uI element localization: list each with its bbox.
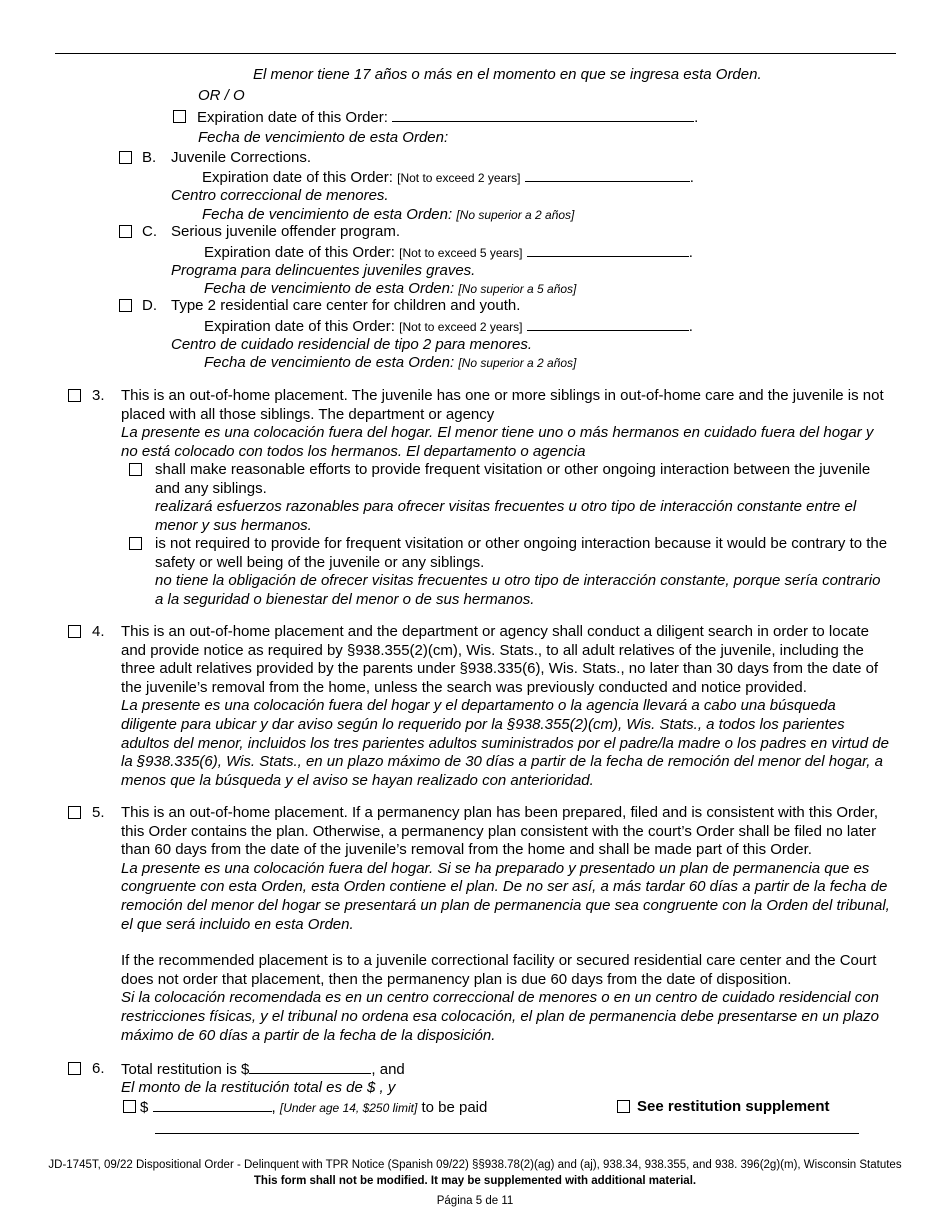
item-4-es: La presente es una colocación fuera del hogar y el departamento o la agencia llevará a cabo una búsqueda diligente para ubicar y dar aviso según lo requerido por la §938.355(2)(cm), Wis. Stats., a todos los parientes adultos del menor, incluidos los tres parientes adultos suministrados por el padre/la madre o los padres en virtud de la §938.335(6), Wis. Stats., en un plazo máximo de 30 días a partir de la fecha de remoción del menor del hogar, a menos que la búsqueda y el aviso se hayan realizado con anterioridad. <box>121 697 889 789</box>
item-6-checkbox[interactable] <box>68 1062 81 1075</box>
item-3-option-2-es: no tiene la obligación de ofrecer visitas frecuentes u otro tipo de interacción constante, porque sería contrario a la seguridad o bienestar del menor o de sus hermanos. <box>155 572 881 608</box>
restitution-supplement-label: See restitution supplement <box>637 1098 830 1115</box>
option-c-checkbox[interactable] <box>119 225 132 238</box>
option-c-exp-note: [Not to exceed 5 years] <box>399 246 523 260</box>
age-text-es: El menor tiene 17 años o más en el momento en que se ingresa esta Orden. <box>253 66 762 83</box>
item-3-option-2-en: is not required to provide for frequent visitation or other ongoing interaction because it would be contrary to the safety or well being of the juvenile or any siblings. <box>155 535 888 571</box>
form-footer-line: JD-1745T, 09/22 Dispositional Order - Delinquent with TPR Notice (Spanish 09/22) §§938.78(2)(ag) and (aj), 938.34, 938.355, and 938. 396(2g)(m), Wisconsin Statutes <box>48 1159 902 1171</box>
restitution-amount-checkbox[interactable] <box>123 1100 136 1113</box>
item-3-option-1 <box>155 461 891 535</box>
option-d-expiration: Expiration date of this Order: [Not to exceed 2 years] . <box>204 318 693 335</box>
item-5-en-2: If the recommended placement is to a juvenile correctional facility or secured residential care center and the Court does not order that placement, then the permanency plan is due 60 days from the date of disposition. <box>121 952 877 988</box>
restitution-age-note: [Under age 14, $250 limit] <box>279 1101 418 1115</box>
item-3-option-1-checkbox[interactable] <box>129 463 142 476</box>
item-3-option-2 <box>155 535 891 609</box>
restitution-suffix: to be paid <box>421 1099 488 1116</box>
option-c-title: Serious juvenile offender program. <box>171 223 401 240</box>
expiration-label-es: Fecha de vencimiento de esta Orden: <box>198 129 449 146</box>
total-restitution-label: Total restitution is $ <box>121 1061 250 1078</box>
option-c-title-es: Programa para delincuentes juveniles graves. <box>171 262 476 279</box>
option-b-letter: B. <box>142 149 157 166</box>
total-restitution-suffix: , and <box>371 1061 405 1078</box>
option-d-exp-es: Fecha de vencimiento de esta Orden: <box>204 354 455 371</box>
expiration-line: Expiration date of this Order: . <box>197 109 699 126</box>
option-b-exp-note: [Not to exceed 2 years] <box>397 171 521 185</box>
expiration-label: Expiration date of this Order: <box>197 109 388 126</box>
option-c-exp-es: Fecha de vencimiento de esta Orden: <box>204 280 455 297</box>
item-5-en: This is an out-of-home placement. If a permanency plan has been prepared, filed and is consistent with this Order, this Order contains the plan. Otherwise, a permanency plan consistent with the court’s Order shall be filed no later than 60 days from the date of the juvenile’s removal from the home and shall be made part of this Order. <box>121 804 879 859</box>
option-d-title: Type 2 residential care center for children and youth. <box>171 297 521 314</box>
restitution-dollar: $ <box>140 1099 149 1116</box>
item-3-text <box>121 387 891 461</box>
item-3-en: This is an out-of-home placement. The juvenile has one or more siblings in out-of-home care and the juvenile is not placed with all those siblings. The department or agency <box>121 387 884 423</box>
option-d-exp-label: Expiration date of this Order: <box>204 318 395 335</box>
restitution-amount-line: $ , [Under age 14, $250 limit] to be paid <box>140 1099 488 1116</box>
item-4-number: 4. <box>92 623 105 640</box>
option-b-exp-note-es: [No superior a 2 años] <box>456 208 575 222</box>
option-d-exp-note: [Not to exceed 2 years] <box>399 320 523 334</box>
option-c-expiration-es <box>204 280 576 298</box>
option-d-exp-note-es: [No superior a 2 años] <box>458 356 577 370</box>
restitution-amount-field[interactable] <box>153 1098 272 1112</box>
option-b-date-field[interactable] <box>525 168 690 182</box>
option-c-exp-note-es: [No superior a 5 años] <box>458 282 577 296</box>
item-5-number: 5. <box>92 804 105 821</box>
item-3-option-1-en: shall make reasonable efforts to provide frequent visitation or other ongoing interaction between the juvenile and any siblings. <box>155 461 871 497</box>
item-5-text <box>121 804 891 1045</box>
expiration-checkbox[interactable] <box>173 110 186 123</box>
top-rule <box>55 53 896 54</box>
bottom-rule <box>155 1133 859 1134</box>
or-label: OR / O <box>198 87 245 104</box>
item-6-total-line <box>121 1060 405 1079</box>
option-d-date-field[interactable] <box>527 317 689 331</box>
page-number: Página 5 de 11 <box>436 1195 514 1207</box>
option-d-title-es: Centro de cuidado residencial de tipo 2 para menores. <box>171 336 533 353</box>
item-3-checkbox[interactable] <box>68 389 81 402</box>
option-d-expiration-es <box>204 354 576 372</box>
option-d-checkbox[interactable] <box>119 299 132 312</box>
option-d-letter: D. <box>142 297 157 314</box>
item-4-en: This is an out-of-home placement and the department or agency shall conduct a diligent search in order to locate and provide notice as required by §938.355(2)(cm), Wis. Stats., to all adult relatives of the juvenile, including the three adult relatives provided by the parents under §938.335(6), Wis. Stats., no later than 30 days from the date of the juvenile’s removal from the home, unless the search was previously conducted and notice provided. <box>121 623 879 696</box>
item-5-es-2: Si la colocación recomendada es en un centro correccional de menores o en un centro de cuidado residencial con restricciones físicas, y el tribunal no ordena esa colocación, el plan de permanencia debe presentarse en un plazo máximo de 60 días a partir de la fecha de la disposición. <box>121 989 879 1044</box>
expiration-date-field[interactable] <box>392 108 694 122</box>
option-b-expiration: Expiration date of this Order: [Not to exceed 2 years] . <box>202 169 694 186</box>
option-b-checkbox[interactable] <box>119 151 132 164</box>
item-5-checkbox[interactable] <box>68 806 81 819</box>
total-restitution-es: El monto de la restitución total es de $ , y <box>121 1079 396 1096</box>
item-3-number: 3. <box>92 387 105 404</box>
option-b-title-es: Centro correccional de menores. <box>171 187 389 204</box>
option-c-exp-label: Expiration date of this Order: <box>204 244 395 261</box>
item-4-text <box>121 623 891 790</box>
item-6-number: 6. <box>92 1060 105 1077</box>
option-b-title: Juvenile Corrections. <box>171 149 312 166</box>
option-c-date-field[interactable] <box>527 243 689 257</box>
total-restitution-field[interactable] <box>249 1060 371 1074</box>
item-4-checkbox[interactable] <box>68 625 81 638</box>
item-5-es: La presente es una colocación fuera del hogar. Si se ha preparado y presentado un plan de permanencia que es congruente con esta Orden, esta Orden contiene el plan. De no ser así, a más tardar 60 días a partir de la fecha de remoción del menor del hogar se presentará un plan de permanencia que sea congruente con la Orden del tribunal, el que será incluido en esta Orden. <box>121 859 890 933</box>
restitution-supplement-checkbox[interactable] <box>617 1100 630 1113</box>
option-b-exp-label: Expiration date of this Order: <box>202 169 393 186</box>
option-b-exp-es: Fecha de vencimiento de esta Orden: <box>202 206 453 223</box>
option-c-expiration: Expiration date of this Order: [Not to exceed 5 years] . <box>204 244 693 261</box>
item-3-es: La presente es una colocación fuera del hogar. El menor tiene uno o más hermanos en cuidado fuera del hogar y no está colocado con todos los hermanos. El departamento o agencia <box>121 424 874 460</box>
item-3-option-2-checkbox[interactable] <box>129 537 142 550</box>
form-notice: This form shall not be modified. It may be supplemented with additional material. <box>253 1175 697 1187</box>
option-c-letter: C. <box>142 223 157 240</box>
item-3-option-1-es: realizará esfuerzos razonables para ofrecer visitas frecuentes u otro tipo de interacción constante entre el menor y sus hermanos. <box>155 498 857 534</box>
option-b-expiration-es <box>202 206 574 224</box>
